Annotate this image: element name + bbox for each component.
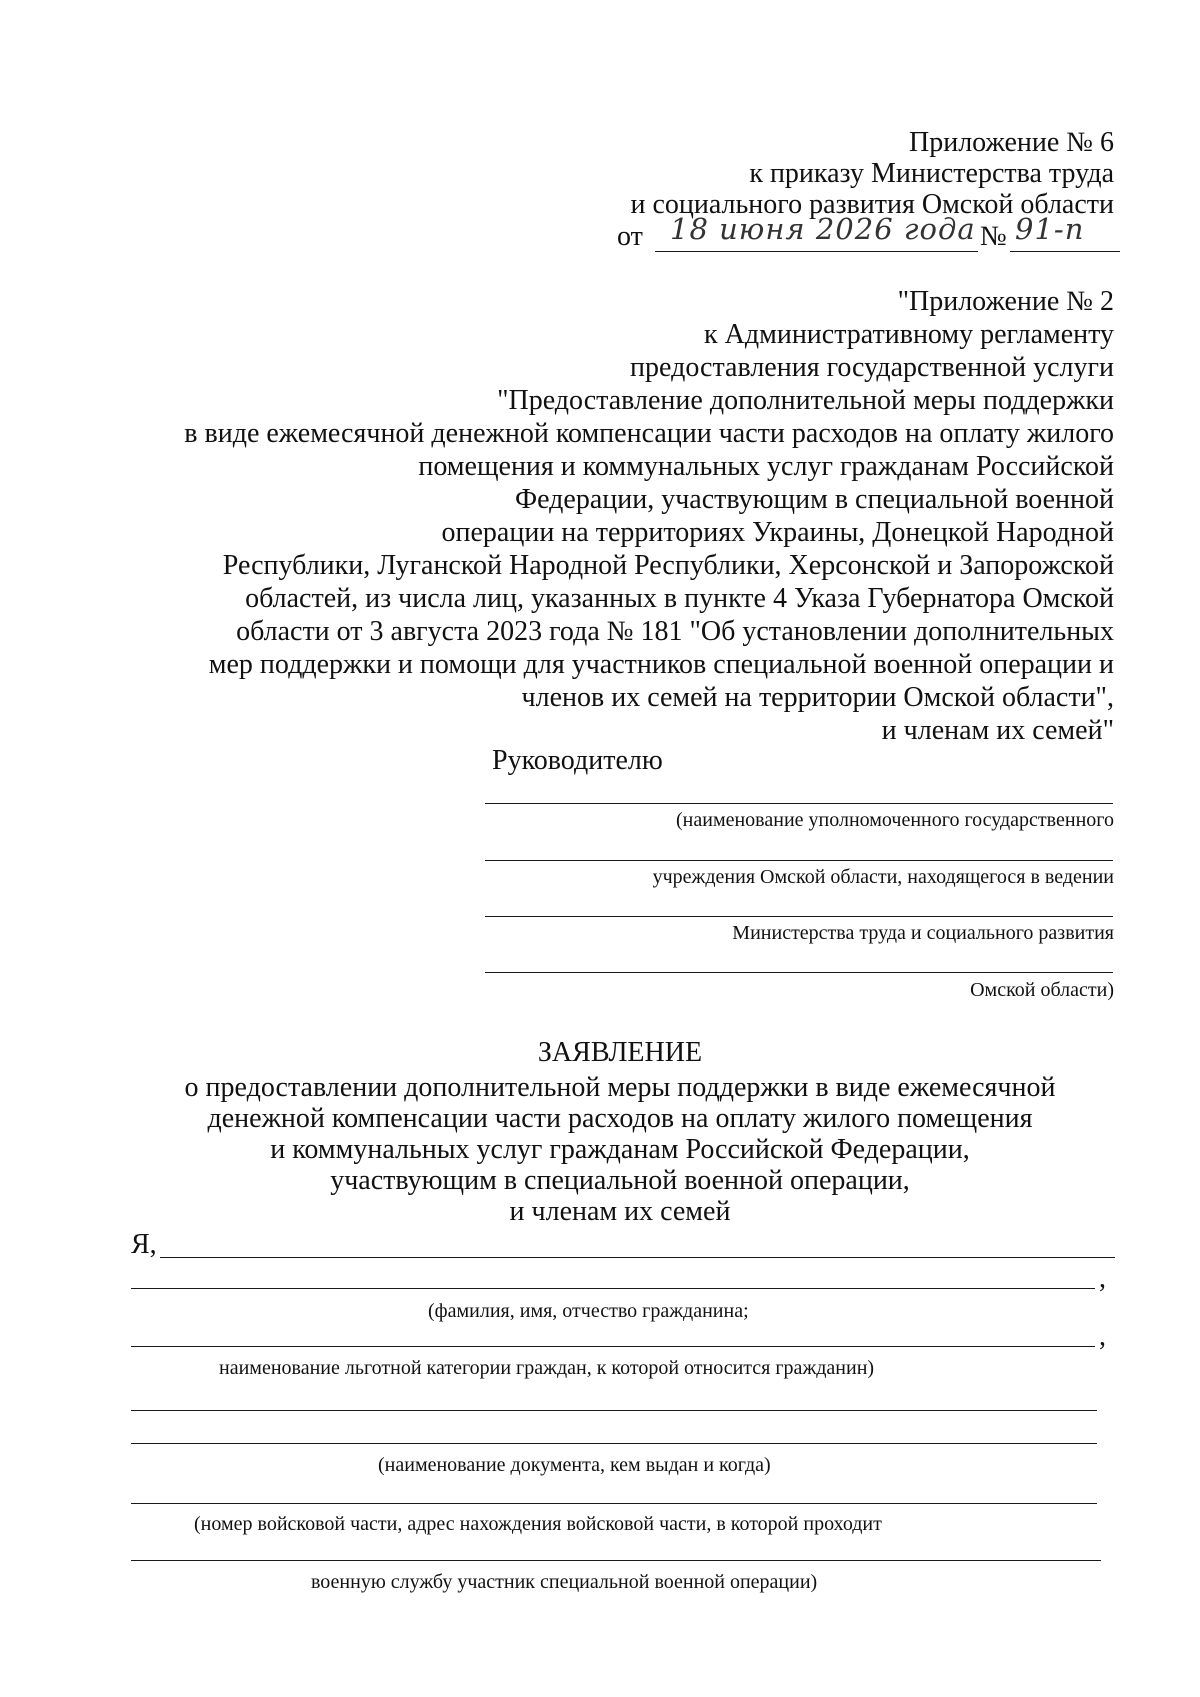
- addressee-fill-line[interactable]: [485, 916, 1113, 917]
- addressee-fill-line[interactable]: [485, 972, 1113, 973]
- applicant-name-field[interactable]: [160, 1257, 1115, 1258]
- applicant-name-field-2[interactable]: [131, 1288, 1095, 1289]
- service-caption: военную службу участник специальной военной операции): [311, 1571, 818, 1593]
- statement-subtitle-line: и членам их семей: [509, 1196, 731, 1227]
- addressee-caption: Министерства труда и социального развития: [732, 922, 1114, 944]
- addressee-caption: Омской области): [970, 979, 1114, 1001]
- statement-subtitle-line: о предоставлении дополнительной меры поддержки в виде ежемесячной: [184, 1072, 1056, 1103]
- military-service-field[interactable]: [131, 1560, 1101, 1561]
- addressee-caption: (наименование уполномоченного государственного: [676, 809, 1114, 831]
- military-unit-caption: (номер войсковой части, адрес нахождения войсковой части, в которой проходит: [194, 1513, 882, 1535]
- addressee-label: Руководителю: [492, 745, 663, 776]
- fio-caption: (фамилия, имя, отчество гражданина;: [428, 1300, 749, 1322]
- military-unit-field[interactable]: [131, 1503, 1097, 1504]
- appendix2-line: "Предоставление дополнительной меры поддержки: [497, 385, 1114, 416]
- document-caption: (наименование документа, кем выдан и когда): [378, 1454, 771, 1476]
- comma: ,: [1099, 1263, 1106, 1294]
- document-field[interactable]: [131, 1410, 1097, 1411]
- appendix6-order-line: к приказу Министерства труда: [749, 158, 1114, 189]
- statement-subtitle-line: участвующим в специальной военной операции,: [330, 1165, 910, 1196]
- handwritten-number: 91-п: [1015, 212, 1085, 246]
- benefit-category-field[interactable]: [131, 1346, 1095, 1347]
- statement-subtitle-line: и коммунальных услуг гражданам Российской Федерации,: [270, 1134, 970, 1165]
- statement-title: ЗАЯВЛЕНИЕ: [537, 1037, 703, 1068]
- appendix6-ministry-line: и социального развития Омской области: [630, 189, 1114, 220]
- statement-subtitle-line: денежной компенсации части расходов на оплату жилого помещения: [207, 1103, 1033, 1134]
- i-label: Я,: [131, 1229, 157, 1260]
- from-label: от: [617, 221, 643, 252]
- appendix2-line: членов их семей на территории Омской области",: [521, 682, 1114, 713]
- appendix2-title: "Приложение № 2: [897, 286, 1114, 317]
- appendix2-line: в виде ежемесячной денежной компенсации части расходов на оплату жилого: [184, 418, 1114, 449]
- appendix2-line: предоставления государственной услуги: [630, 352, 1114, 383]
- appendix2-line: областей, из числа лиц, указанных в пункте 4 Указа Губернатора Омской: [245, 583, 1114, 614]
- date-underline: [655, 251, 978, 252]
- handwritten-date: 18 июня 2026 года: [670, 212, 976, 246]
- number-underline: [1010, 251, 1120, 252]
- appendix2-line: области от 3 августа 2023 года № 181 "Об установлении дополнительных: [236, 616, 1114, 647]
- addressee-fill-line[interactable]: [485, 860, 1113, 861]
- comma: ,: [1099, 1321, 1106, 1352]
- appendix2-line: помещения и коммунальных услуг гражданам Российской: [418, 451, 1114, 482]
- addressee-fill-line[interactable]: [485, 803, 1113, 804]
- number-label: №: [980, 221, 1007, 252]
- appendix2-line: операции на территориях Украины, Донецкой Народной: [441, 517, 1114, 548]
- category-caption: наименование льготной категории граждан, к которой относится гражданин): [219, 1357, 875, 1379]
- appendix6-title: Приложение № 6: [909, 127, 1114, 158]
- appendix2-line: к Административному регламенту: [704, 319, 1114, 350]
- addressee-caption: учреждения Омской области, находящегося в ведении: [652, 866, 1114, 888]
- appendix2-line: Республики, Луганской Народной Республики, Херсонской и Запорожской: [222, 550, 1114, 581]
- appendix2-line: и членам их семей": [881, 715, 1114, 746]
- appendix2-line: мер поддержки и помощи для участников специальной военной операции и: [208, 649, 1114, 680]
- appendix2-line: Федерации, участвующим в специальной военной: [514, 484, 1114, 515]
- document-field-2[interactable]: [131, 1443, 1097, 1444]
